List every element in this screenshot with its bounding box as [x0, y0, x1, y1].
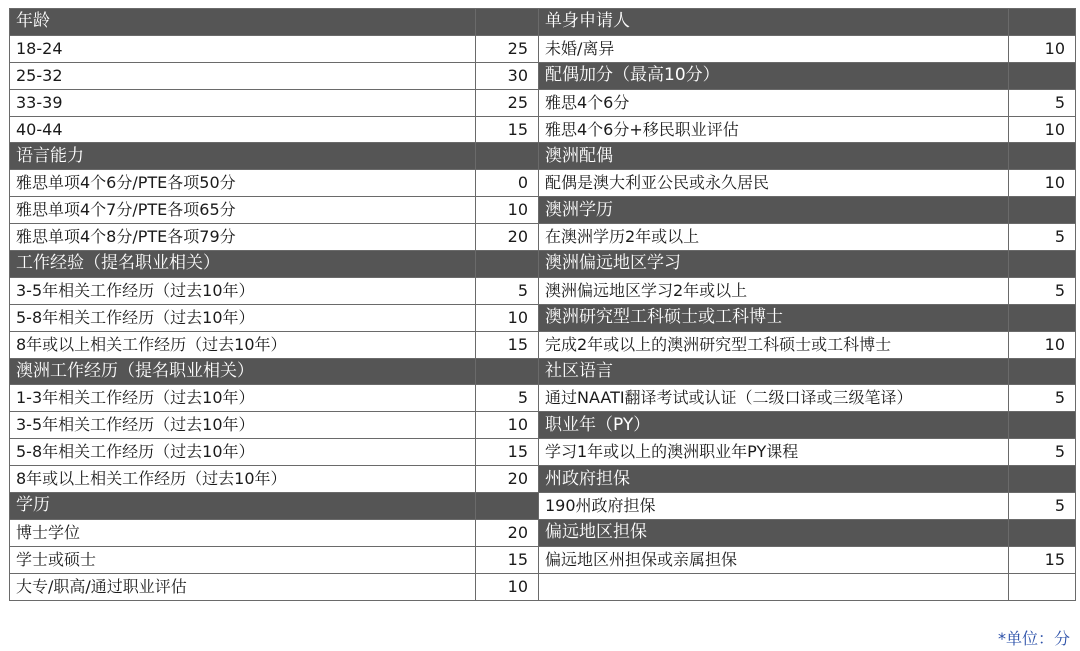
section-title: 学历: [10, 493, 476, 520]
section-title-value: [1009, 62, 1076, 89]
section-title-value: [476, 251, 539, 278]
table-row: [10, 62, 539, 89]
table-row: [539, 493, 1076, 520]
criterion-label: [539, 573, 1009, 600]
section-header-row: [539, 466, 1076, 493]
section-header-row: [539, 519, 1076, 546]
criterion-label: 澳洲偏远地区学习2年或以上: [539, 277, 1009, 304]
table-row: [10, 385, 539, 412]
points-value: 5: [1009, 439, 1076, 466]
section-title-value: [476, 358, 539, 385]
table-row: [10, 116, 539, 143]
section-title: 社区语言: [539, 358, 1009, 385]
criterion-label: 在澳洲学历2年或以上: [539, 224, 1009, 251]
section-header-row: [539, 62, 1076, 89]
section-header-row: [10, 358, 539, 385]
criterion-label: 8年或以上相关工作经历（过去10年）: [10, 331, 476, 358]
points-value: 10: [1009, 116, 1076, 143]
criterion-label: 配偶是澳大利亚公民或永久居民: [539, 170, 1009, 197]
criterion-label: 雅思4个6分: [539, 89, 1009, 116]
section-title: 职业年（PY）: [539, 412, 1009, 439]
points-value: [1009, 573, 1076, 600]
criterion-label: 学士或硕士: [10, 546, 476, 573]
section-header-row: [10, 9, 539, 36]
table-row: [10, 277, 539, 304]
points-value: 25: [476, 35, 539, 62]
table-row: [10, 439, 539, 466]
table-row: [539, 170, 1076, 197]
criterion-label: 雅思4个6分+移民职业评估: [539, 116, 1009, 143]
points-value: 20: [476, 224, 539, 251]
points-table-left-body: [10, 9, 539, 601]
table-row: [10, 304, 539, 331]
points-value: 10: [1009, 331, 1076, 358]
points-value: 0: [476, 170, 539, 197]
criterion-label: 1-3年相关工作经历（过去10年）: [10, 385, 476, 412]
criterion-label: 190州政府担保: [539, 493, 1009, 520]
section-title: 单身申请人: [539, 9, 1009, 36]
points-value: 10: [476, 573, 539, 600]
table-row: [539, 331, 1076, 358]
section-header-row: [539, 358, 1076, 385]
section-title: 澳洲学历: [539, 197, 1009, 224]
points-value: 25: [476, 89, 539, 116]
table-row: [10, 412, 539, 439]
criterion-label: 博士学位: [10, 519, 476, 546]
section-header-row: [539, 197, 1076, 224]
table-row: [539, 277, 1076, 304]
section-title-value: [1009, 466, 1076, 493]
points-value: 5: [476, 385, 539, 412]
criterion-label: 8年或以上相关工作经历（过去10年）: [10, 466, 476, 493]
points-value: 10: [1009, 170, 1076, 197]
criterion-label: 5-8年相关工作经历（过去10年）: [10, 439, 476, 466]
points-value: 15: [476, 439, 539, 466]
points-value: 30: [476, 62, 539, 89]
points-value: 15: [476, 116, 539, 143]
points-value: 5: [1009, 89, 1076, 116]
points-value: 20: [476, 466, 539, 493]
points-value: 10: [476, 412, 539, 439]
criterion-label: 3-5年相关工作经历（过去10年）: [10, 412, 476, 439]
section-title: 州政府担保: [539, 466, 1009, 493]
criterion-label: 25-32: [10, 62, 476, 89]
table-row: [10, 170, 539, 197]
section-title-value: [1009, 143, 1076, 170]
points-value: 15: [476, 331, 539, 358]
criterion-label: 18-24: [10, 35, 476, 62]
points-value: 10: [476, 197, 539, 224]
criterion-label: 40-44: [10, 116, 476, 143]
section-title: 配偶加分（最高10分）: [539, 62, 1009, 89]
table-row: [539, 116, 1076, 143]
criterion-label: 雅思单项4个6分/PTE各项50分: [10, 170, 476, 197]
criterion-label: 3-5年相关工作经历（过去10年）: [10, 277, 476, 304]
section-header-row: [539, 251, 1076, 278]
points-value: 10: [476, 304, 539, 331]
section-title: 澳洲偏远地区学习: [539, 251, 1009, 278]
table-row: [539, 546, 1076, 573]
points-value: 10: [1009, 35, 1076, 62]
points-value: 15: [476, 546, 539, 573]
criterion-label: 雅思单项4个8分/PTE各项79分: [10, 224, 476, 251]
table-row: [539, 385, 1076, 412]
section-title-value: [1009, 519, 1076, 546]
points-value: 5: [476, 277, 539, 304]
table-row: [539, 35, 1076, 62]
criterion-label: 5-8年相关工作经历（过去10年）: [10, 304, 476, 331]
section-title: 工作经验（提名职业相关）: [10, 251, 476, 278]
section-header-row: [10, 143, 539, 170]
points-value: 15: [1009, 546, 1076, 573]
table-row: [10, 466, 539, 493]
section-title-value: [1009, 304, 1076, 331]
section-title: 澳洲配偶: [539, 143, 1009, 170]
criterion-label: 通过NAATI翻译考试或认证（二级口译或三级笔译）: [539, 385, 1009, 412]
criterion-label: 偏远地区州担保或亲属担保: [539, 546, 1009, 573]
section-header-row: [539, 304, 1076, 331]
points-value: 5: [1009, 385, 1076, 412]
criterion-label: 完成2年或以上的澳洲研究型工科硕士或工科博士: [539, 331, 1009, 358]
points-table-right-body: [539, 9, 1076, 601]
points-value: 5: [1009, 224, 1076, 251]
section-title-value: [476, 143, 539, 170]
section-title-value: [1009, 412, 1076, 439]
section-title: 澳洲工作经历（提名职业相关）: [10, 358, 476, 385]
table-row: [539, 573, 1076, 600]
section-title-value: [476, 493, 539, 520]
table-row: [10, 573, 539, 600]
table-row: [10, 546, 539, 573]
section-header-row: [10, 251, 539, 278]
section-title-value: [1009, 358, 1076, 385]
criterion-label: 33-39: [10, 89, 476, 116]
section-title-value: [1009, 251, 1076, 278]
table-row: [10, 89, 539, 116]
table-row: [10, 224, 539, 251]
table-row: [10, 519, 539, 546]
section-header-row: [539, 143, 1076, 170]
points-value: 5: [1009, 277, 1076, 304]
section-header-row: [539, 412, 1076, 439]
section-title: 语言能力: [10, 143, 476, 170]
section-title: 年龄: [10, 9, 476, 36]
points-value: 5: [1009, 493, 1076, 520]
criterion-label: 大专/职高/通过职业评估: [10, 573, 476, 600]
table-row: [10, 197, 539, 224]
section-title: 偏远地区担保: [539, 519, 1009, 546]
points-value: 20: [476, 519, 539, 546]
section-header-row: [539, 9, 1076, 36]
points-table-right: [538, 8, 1076, 601]
section-header-row: [10, 493, 539, 520]
section-title-value: [1009, 197, 1076, 224]
table-row: [10, 35, 539, 62]
section-title-value: [476, 9, 539, 36]
points-table-left: [9, 8, 539, 601]
table-row: [539, 224, 1076, 251]
unit-note: *单位：分: [997, 629, 1070, 648]
criterion-label: 雅思单项4个7分/PTE各项65分: [10, 197, 476, 224]
table-row: [539, 439, 1076, 466]
table-row: [539, 89, 1076, 116]
table-row: [10, 331, 539, 358]
criterion-label: 未婚/离异: [539, 35, 1009, 62]
criterion-label: 学习1年或以上的澳洲职业年PY课程: [539, 439, 1009, 466]
section-title: 澳洲研究型工科硕士或工科博士: [539, 304, 1009, 331]
section-title-value: [1009, 9, 1076, 36]
